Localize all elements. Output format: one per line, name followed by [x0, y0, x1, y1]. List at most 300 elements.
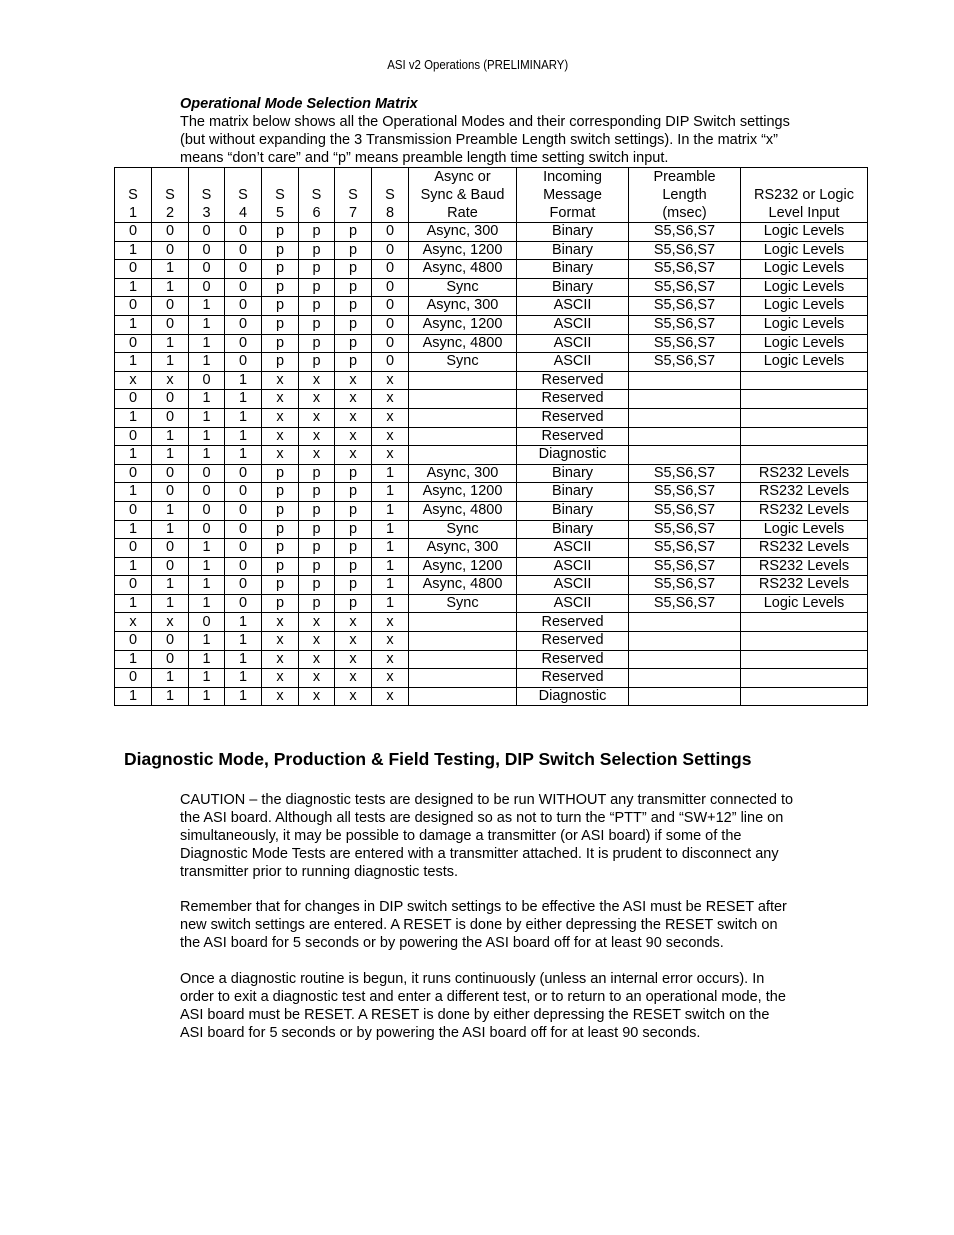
switch-cell: 0: [225, 464, 262, 483]
switch-cell: 0: [152, 650, 189, 669]
mode-cell: [629, 427, 741, 446]
switch-cell: 1: [189, 390, 225, 409]
switch-cell: 1: [189, 687, 225, 706]
switch-cell: 0: [372, 334, 409, 353]
switch-cell: x: [262, 613, 299, 632]
mode-cell: [741, 632, 868, 651]
switch-cell: x: [299, 371, 335, 390]
switch-cell: x: [262, 687, 299, 706]
mode-cell: ASCII: [517, 334, 629, 353]
table-row: [115, 650, 868, 669]
switch-cell: p: [335, 464, 372, 483]
switch-cell: 1: [372, 520, 409, 539]
switch-cell: 0: [152, 632, 189, 651]
mode-cell: S5,S6,S7: [629, 464, 741, 483]
switch-cell: 0: [225, 297, 262, 316]
switch-cell: 0: [115, 223, 152, 242]
switch-cell: 0: [225, 223, 262, 242]
column-header: [409, 168, 517, 223]
table-row: [115, 297, 868, 316]
column-header: [517, 168, 629, 223]
intro-line: (but without expanding the 3 Transmission Preamble Length switch settings). In the matrix “x”: [180, 132, 779, 148]
switch-cell: 1: [225, 613, 262, 632]
mode-cell: ASCII: [517, 594, 629, 613]
switch-cell: 0: [115, 297, 152, 316]
switch-cell: 1: [115, 594, 152, 613]
mode-cell: [409, 408, 517, 427]
mode-cell: S5,S6,S7: [629, 520, 741, 539]
switch-cell: 0: [152, 390, 189, 409]
switch-cell: p: [262, 483, 299, 502]
switch-cell: p: [335, 278, 372, 297]
switch-cell: x: [262, 390, 299, 409]
switch-cell: x: [335, 669, 372, 688]
mode-cell: [741, 687, 868, 706]
switch-cell: 0: [225, 539, 262, 558]
switch-cell: 1: [115, 483, 152, 502]
column-header-line: RS232 or Logic: [754, 187, 854, 203]
mode-cell: [409, 632, 517, 651]
switch-cell: p: [335, 353, 372, 372]
mode-cell: Logic Levels: [741, 520, 868, 539]
mode-cell: [629, 687, 741, 706]
switch-cell: 1: [189, 539, 225, 558]
table-row: [115, 687, 868, 706]
switch-cell: p: [262, 539, 299, 558]
mode-cell: [629, 390, 741, 409]
switch-cell: 1: [225, 371, 262, 390]
paragraph-line: order to exit a diagnostic test and enter a different test, or to return to an operational mode, the: [180, 989, 786, 1005]
switch-cell: 0: [225, 594, 262, 613]
mode-cell: Binary: [517, 464, 629, 483]
switch-cell: p: [335, 223, 372, 242]
mode-cell: S5,S6,S7: [629, 483, 741, 502]
switch-cell: p: [299, 260, 335, 279]
mode-cell: Reserved: [517, 371, 629, 390]
mode-cell: S5,S6,S7: [629, 557, 741, 576]
mode-cell: Async, 1200: [409, 241, 517, 260]
column-header-line: S: [128, 187, 138, 203]
table-row: [115, 594, 868, 613]
switch-cell: 0: [189, 260, 225, 279]
column-header-line: Rate: [447, 205, 478, 221]
mode-cell: ASCII: [517, 539, 629, 558]
column-header-line: 5: [275, 205, 285, 221]
table-row: [115, 315, 868, 334]
table-row: [115, 260, 868, 279]
column-header-line: 3: [202, 205, 211, 221]
mode-cell: S5,S6,S7: [629, 353, 741, 372]
switch-cell: 1: [115, 408, 152, 427]
switch-cell: x: [372, 371, 409, 390]
mode-cell: Async, 1200: [409, 483, 517, 502]
switch-cell: p: [335, 539, 372, 558]
mode-cell: S5,S6,S7: [629, 297, 741, 316]
mode-cell: Logic Levels: [741, 297, 868, 316]
mode-cell: Logic Levels: [741, 594, 868, 613]
column-header: [225, 168, 262, 223]
table-row: [115, 483, 868, 502]
switch-cell: 1: [189, 650, 225, 669]
switch-cell: 1: [189, 576, 225, 595]
switch-cell: 0: [372, 315, 409, 334]
table-row: [115, 446, 868, 465]
column-header-line: S: [201, 187, 212, 203]
column-header-line: 4: [238, 205, 248, 221]
switch-cell: x: [335, 371, 372, 390]
mode-cell: [741, 371, 868, 390]
switch-cell: 0: [189, 223, 225, 242]
column-header-line: 1: [128, 205, 138, 221]
switch-cell: 1: [189, 334, 225, 353]
switch-cell: 1: [189, 557, 225, 576]
switch-cell: x: [299, 408, 335, 427]
switch-cell: 1: [372, 557, 409, 576]
switch-cell: 1: [152, 353, 189, 372]
switch-cell: 1: [152, 446, 189, 465]
mode-cell: Logic Levels: [741, 353, 868, 372]
switch-cell: 0: [189, 464, 225, 483]
switch-cell: 0: [189, 371, 225, 390]
mode-cell: S5,S6,S7: [629, 241, 741, 260]
mode-cell: [409, 371, 517, 390]
column-header-line: Async or: [434, 169, 491, 185]
switch-cell: 1: [225, 632, 262, 651]
table-row: [115, 353, 868, 372]
matrix-header-row: [115, 168, 868, 223]
switch-cell: x: [372, 669, 409, 688]
column-header-line: (msec): [662, 205, 707, 221]
switch-cell: x: [262, 632, 299, 651]
paragraph-line: CAUTION – the diagnostic tests are designed to be run WITHOUT any transmitter connected to: [180, 792, 794, 808]
switch-cell: 0: [152, 539, 189, 558]
column-header-line: S: [275, 187, 285, 203]
switch-cell: 1: [225, 408, 262, 427]
paragraph-line: the ASI board. Although all tests are designed so as not to turn the “PTT” and “SW+12” line on: [180, 810, 784, 826]
switch-cell: x: [299, 613, 335, 632]
paragraph-line: ASI board must be RESET. A RESET is done by either depressing the RESET switch on the: [180, 1007, 770, 1023]
mode-cell: Binary: [517, 260, 629, 279]
table-row: [115, 613, 868, 632]
mode-cell: [409, 687, 517, 706]
switch-cell: 0: [372, 223, 409, 242]
switch-cell: 0: [372, 260, 409, 279]
switch-cell: 0: [372, 353, 409, 372]
switch-cell: p: [299, 594, 335, 613]
switch-cell: 1: [189, 427, 225, 446]
mode-selection-matrix: [114, 167, 868, 706]
table-row: [115, 390, 868, 409]
switch-cell: 0: [152, 464, 189, 483]
running-header: ASI v2 Operations (PRELIMINARY): [387, 57, 569, 72]
mode-cell: [629, 632, 741, 651]
switch-cell: 0: [115, 390, 152, 409]
switch-cell: 1: [152, 669, 189, 688]
mode-cell: RS232 Levels: [741, 557, 868, 576]
mode-cell: Logic Levels: [741, 315, 868, 334]
switch-cell: x: [262, 650, 299, 669]
column-header-line: S: [165, 187, 175, 203]
mode-cell: Diagnostic: [517, 446, 629, 465]
column-header: [115, 168, 152, 223]
switch-cell: 1: [152, 594, 189, 613]
switch-cell: 1: [152, 427, 189, 446]
mode-cell: [409, 390, 517, 409]
switch-cell: x: [299, 446, 335, 465]
mode-cell: S5,S6,S7: [629, 278, 741, 297]
switch-cell: x: [335, 446, 372, 465]
mode-cell: Async, 4800: [409, 334, 517, 353]
switch-cell: x: [299, 632, 335, 651]
mode-cell: [409, 650, 517, 669]
mode-cell: RS232 Levels: [741, 501, 868, 520]
switch-cell: 1: [189, 594, 225, 613]
switch-cell: p: [299, 241, 335, 260]
mode-cell: Logic Levels: [741, 334, 868, 353]
column-header-line: S: [385, 187, 395, 203]
switch-cell: 1: [225, 427, 262, 446]
switch-cell: 0: [152, 315, 189, 334]
switch-cell: p: [299, 539, 335, 558]
switch-cell: p: [335, 557, 372, 576]
mode-cell: Logic Levels: [741, 223, 868, 242]
switch-cell: p: [335, 594, 372, 613]
switch-cell: 0: [115, 632, 152, 651]
column-header-line: Incoming: [543, 169, 602, 185]
switch-cell: 0: [225, 241, 262, 260]
switch-cell: p: [335, 315, 372, 334]
column-header: [335, 168, 372, 223]
mode-cell: Reserved: [517, 650, 629, 669]
switch-cell: x: [262, 669, 299, 688]
mode-cell: S5,S6,S7: [629, 576, 741, 595]
diagnostic-routine-paragraph: [180, 970, 852, 1042]
switch-cell: p: [262, 241, 299, 260]
table-row: [115, 557, 868, 576]
table-row: [115, 576, 868, 595]
mode-cell: [629, 446, 741, 465]
mode-cell: [741, 446, 868, 465]
mode-cell: ASCII: [517, 557, 629, 576]
switch-cell: x: [299, 427, 335, 446]
switch-cell: 1: [189, 297, 225, 316]
switch-cell: x: [335, 427, 372, 446]
switch-cell: 0: [225, 353, 262, 372]
switch-cell: x: [335, 650, 372, 669]
mode-cell: Logic Levels: [741, 260, 868, 279]
switch-cell: x: [262, 371, 299, 390]
switch-cell: p: [335, 501, 372, 520]
table-row: [115, 464, 868, 483]
mode-cell: Async, 300: [409, 539, 517, 558]
column-header: [741, 168, 868, 223]
reset-paragraph: [180, 898, 852, 952]
switch-cell: 0: [372, 241, 409, 260]
switch-cell: 1: [372, 464, 409, 483]
column-header-line: S: [238, 187, 248, 203]
table-row: [115, 520, 868, 539]
mode-cell: Async, 300: [409, 464, 517, 483]
switch-cell: 1: [115, 520, 152, 539]
switch-cell: p: [299, 483, 335, 502]
switch-cell: 1: [115, 557, 152, 576]
table-row: [115, 334, 868, 353]
switch-cell: x: [115, 613, 152, 632]
mode-cell: [629, 669, 741, 688]
switch-cell: p: [299, 353, 335, 372]
mode-cell: RS232 Levels: [741, 576, 868, 595]
mode-cell: Binary: [517, 241, 629, 260]
switch-cell: 1: [189, 669, 225, 688]
switch-cell: x: [262, 427, 299, 446]
mode-cell: Binary: [517, 278, 629, 297]
mode-cell: S5,S6,S7: [629, 501, 741, 520]
switch-cell: 0: [152, 297, 189, 316]
switch-cell: 0: [189, 520, 225, 539]
switch-cell: p: [262, 260, 299, 279]
paragraph-line: simultaneously, it may be possible to damage a transmitter (or ASI board) if some of the: [180, 828, 742, 844]
table-row: [115, 223, 868, 242]
switch-cell: p: [299, 464, 335, 483]
paragraph-line: Remember that for changes in DIP switch settings to be effective the ASI must be RESET after: [180, 899, 787, 915]
column-header-line: 2: [165, 205, 175, 221]
switch-cell: p: [262, 520, 299, 539]
switch-cell: p: [299, 297, 335, 316]
switch-cell: 0: [115, 669, 152, 688]
column-header-line: S: [311, 187, 322, 203]
switch-cell: p: [299, 223, 335, 242]
mode-cell: Binary: [517, 223, 629, 242]
switch-cell: p: [299, 278, 335, 297]
switch-cell: x: [152, 613, 189, 632]
table-row: [115, 427, 868, 446]
column-header-line: Format: [549, 205, 596, 221]
table-row: [115, 371, 868, 390]
intro-block: [180, 95, 860, 167]
switch-cell: p: [299, 520, 335, 539]
switch-cell: x: [372, 446, 409, 465]
switch-cell: p: [262, 315, 299, 334]
column-header-line: Sync & Baud: [420, 187, 505, 203]
column-header-line: 7: [348, 205, 358, 221]
caution-paragraph: [180, 791, 852, 881]
switch-cell: 0: [152, 483, 189, 502]
switch-cell: p: [335, 260, 372, 279]
paragraph-line: new switch settings are entered. A RESET is done by either depressing the RESET switch on: [180, 917, 778, 933]
mode-cell: Async, 4800: [409, 501, 517, 520]
switch-cell: 0: [189, 241, 225, 260]
switch-cell: 1: [225, 446, 262, 465]
mode-cell: RS232 Levels: [741, 483, 868, 502]
mode-cell: Binary: [517, 501, 629, 520]
switch-cell: p: [262, 501, 299, 520]
switch-cell: x: [152, 371, 189, 390]
mode-cell: Diagnostic: [517, 687, 629, 706]
switch-cell: x: [335, 408, 372, 427]
mode-cell: [409, 613, 517, 632]
switch-cell: p: [262, 576, 299, 595]
mode-cell: S5,S6,S7: [629, 260, 741, 279]
switch-cell: 0: [225, 501, 262, 520]
mode-cell: RS232 Levels: [741, 539, 868, 558]
switch-cell: x: [335, 390, 372, 409]
switch-cell: 1: [189, 315, 225, 334]
matrix-body: [115, 223, 868, 706]
switch-cell: 1: [225, 650, 262, 669]
switch-cell: p: [299, 557, 335, 576]
table-row: [115, 669, 868, 688]
table-row: [115, 632, 868, 651]
switch-cell: 1: [152, 278, 189, 297]
intro-line: means “don’t care” and “p” means preamble length time setting switch input.: [180, 150, 669, 166]
switch-cell: 1: [372, 483, 409, 502]
switch-cell: 1: [189, 408, 225, 427]
switch-cell: p: [299, 576, 335, 595]
column-header: [189, 168, 225, 223]
mode-cell: Reserved: [517, 427, 629, 446]
column-header-line: Level Input: [768, 205, 840, 221]
switch-cell: 1: [115, 687, 152, 706]
mode-cell: S5,S6,S7: [629, 594, 741, 613]
column-header: [299, 168, 335, 223]
switch-cell: 0: [189, 501, 225, 520]
mode-cell: Sync: [409, 278, 517, 297]
switch-cell: 0: [225, 557, 262, 576]
column-header: [262, 168, 299, 223]
switch-cell: 0: [115, 427, 152, 446]
switch-cell: x: [372, 427, 409, 446]
switch-cell: p: [299, 501, 335, 520]
switch-cell: 1: [225, 687, 262, 706]
mode-cell: [629, 613, 741, 632]
switch-cell: 1: [152, 501, 189, 520]
switch-cell: 0: [189, 483, 225, 502]
mode-cell: Sync: [409, 520, 517, 539]
switch-cell: 1: [372, 539, 409, 558]
switch-cell: x: [335, 687, 372, 706]
switch-cell: x: [372, 632, 409, 651]
switch-cell: 0: [372, 278, 409, 297]
paragraph-line: ASI board for 5 seconds or by powering the ASI board off for at least 90 seconds.: [180, 1025, 701, 1041]
switch-cell: 0: [225, 520, 262, 539]
switch-cell: 0: [225, 576, 262, 595]
switch-cell: 1: [115, 446, 152, 465]
switch-cell: 0: [189, 278, 225, 297]
switch-cell: p: [262, 223, 299, 242]
switch-cell: x: [372, 390, 409, 409]
switch-cell: 1: [189, 353, 225, 372]
table-row: [115, 539, 868, 558]
switch-cell: p: [335, 297, 372, 316]
mode-cell: ASCII: [517, 353, 629, 372]
section-heading: Diagnostic Mode, Production & Field Testing, DIP Switch Selection Settings: [124, 749, 752, 769]
paragraph-line: transmitter prior to running diagnostic tests.: [180, 864, 459, 880]
mode-cell: Logic Levels: [741, 278, 868, 297]
column-header: [152, 168, 189, 223]
switch-cell: p: [335, 520, 372, 539]
mode-cell: [409, 427, 517, 446]
mode-cell: Sync: [409, 594, 517, 613]
switch-cell: 0: [115, 576, 152, 595]
mode-cell: RS232 Levels: [741, 464, 868, 483]
switch-cell: 1: [115, 650, 152, 669]
switch-cell: 0: [225, 315, 262, 334]
switch-cell: 1: [115, 353, 152, 372]
switch-cell: p: [262, 557, 299, 576]
switch-cell: 1: [372, 576, 409, 595]
mode-cell: Async, 1200: [409, 315, 517, 334]
switch-cell: 1: [189, 446, 225, 465]
